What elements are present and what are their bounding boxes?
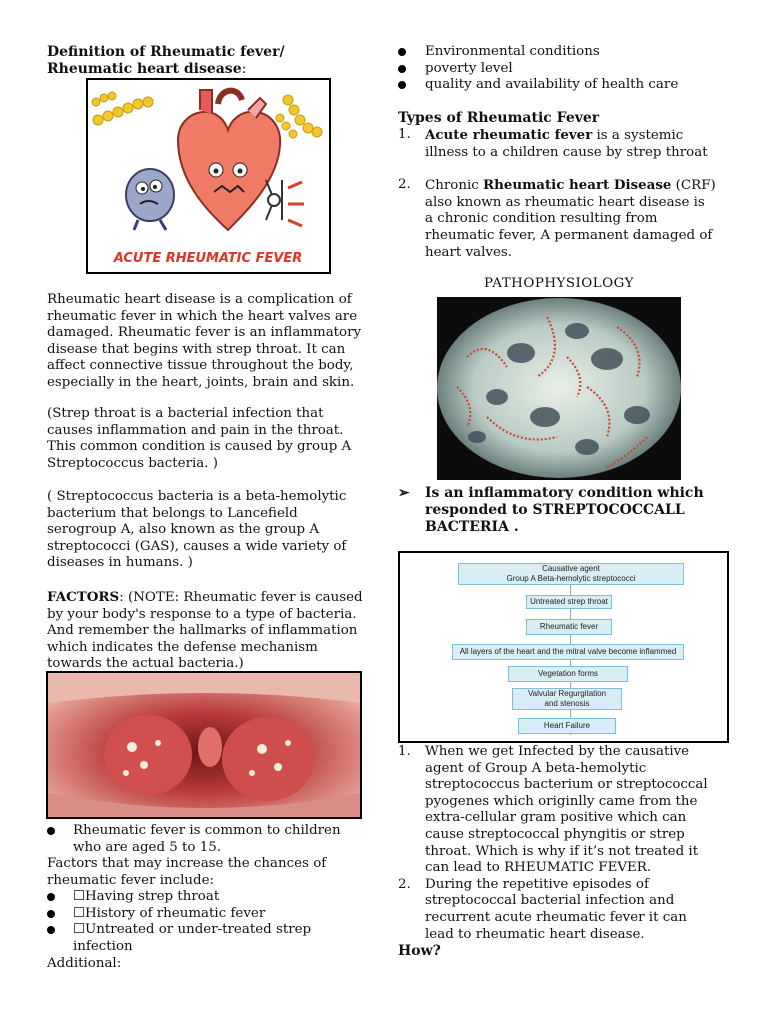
type1-bold: Acute rheumatic fever [425,127,593,143]
top-bullet-text: poverty level [425,60,513,76]
type1-rest: is a systemic illness to a children cause by strep throat [425,128,708,160]
heart-cartoon-graphic [88,80,329,272]
top-bullet-item [398,61,718,78]
definition-colon: : [241,61,247,77]
bullet-dot [398,81,406,89]
paragraph-streptococcus: ( Streptococcus bacteria is a beta-hemolytic bacterium that belongs to Lancefield serogroup A, also known as the group A streptococci (GAS), causes a wide variety of diseases in humans. ) [47,489,347,571]
factor-item [47,889,365,906]
top-bullet-item [398,44,718,61]
type-number: 2. [398,177,411,193]
arrow-statement [398,485,718,536]
how-question: How? [398,943,441,959]
factors-intro: Factors that may increase the chances of rheumatic fever include: [47,856,327,888]
flow-box-causative-agent: Causative agent Group A Beta-hemolytic streptococci [458,563,684,585]
microscope-graphic [437,297,681,480]
type2-bold: Rheumatic heart Disease [483,177,672,194]
paragraph-definition: Rheumatic heart disease is a complication of rheumatic fever in which the heart valves are damaged. Rheumatic fever is an inflammatory disease that begins with strep throat. It can affect connective tissue throughout the body, especially in the heart, joints, brain and skin. [47,292,362,390]
top-bullet-list [398,44,718,94]
step-number: 1. [398,744,411,759]
flow-box-untreated-strep: Untreated strep throat [526,595,612,609]
mechanism-step [398,877,718,943]
definition-heading [47,44,367,78]
paragraph-strep-throat: (Strep throat is a bacterial infection that causes inflammation and pain in the throat. This common condition is caused by group A Streptococcus bacteria. ) [47,406,352,471]
bullet-dot [47,827,55,835]
factors-paragraph [47,589,369,673]
pathophysiology-flowchart [398,551,729,743]
strep-throat-photo [46,671,362,819]
flow-box-rheumatic-fever: Rheumatic fever [526,619,612,635]
definition-heading-line1: Definition of Rheumatic fever/ [47,44,285,60]
type-number: 1. [398,127,411,142]
factor-item-text: ☐Untreated or under-treated strep infection [73,922,312,954]
factor-item [47,906,365,923]
type-item [398,177,716,261]
top-bullet-item [398,77,718,94]
pathophysiology-heading: PATHOPHYSIOLOGY [484,276,634,291]
step-number: 2. [398,876,411,892]
arrow-bullet-icon: ➢ [398,485,410,501]
bullet-common-age [47,823,365,856]
flow-box-vegetation: Vegetation forms [508,666,628,682]
top-bullet-text: Environmental conditions [425,44,600,59]
additional-label: Additional: [47,956,122,971]
type-item [398,127,716,161]
arrow-statement-text: Is an inflammatory condition which responded to STREPTOCOCCALL BACTERIA . [425,485,704,535]
flow-box-heart-failure: Heart Failure [518,718,616,734]
bullet-dot [398,48,406,56]
bullet-dot [47,893,55,901]
bullet-common-text: Rheumatic fever is common to children who are aged 5 to 15. [73,823,341,855]
acute-rheumatic-fever-illustration [86,78,331,274]
hero-caption: ACUTE RHEUMATIC FEVER [113,251,303,266]
streptococcus-microscope-image [437,297,681,480]
step-text: When we get Infected by the causative agent of Group A beta-hemolytic streptococcus bacterium or streptococcal pyogenes which originlly came from the extra-cellular gram positive which can cause streptococcal phyngitis or strep throat. Which is why if it’s not treated it can lead to RHEUMATIC FEVER. [425,744,708,876]
throat-image-graphic [48,673,360,817]
type2-pre: Chronic [425,178,483,194]
step-text: During the repetitive episodes of streptococcal bacterial infection and recurrent acute rheumatic fever it can lead to rheumatic heart disease. [425,876,687,942]
top-bullet-text: quality and availability of health care [425,77,679,93]
factor-list [47,889,365,955]
definition-heading-line2: Rheumatic heart disease [47,61,242,77]
factor-item-text: ☐History of rheumatic fever [73,905,266,921]
factors-note: : (NOTE: Rheumatic fever is caused by your body's response to a type of bacteria. And remember the hallmarks of inflammation which indicates the defense mechanism towards the actual bacteria.) [47,590,363,672]
bullet-dot [47,910,55,918]
types-heading: Types of Rheumatic Fever [398,110,600,126]
flow-box-heart-inflamed: All layers of the heart and the mitral valve become inflammed [452,644,684,660]
bullet-dot [47,926,55,934]
factor-item-text: ☐Having strep throat [73,889,220,904]
flow-box-regurgitation: Valvular Regurgitation and stenosis [512,688,622,710]
types-list [398,127,716,261]
factor-item [47,922,365,955]
mechanism-step [398,744,718,877]
type2-rest: (CRF) also known as rheumatic heart disease is a chronic condition resulting from rheumatic fever, A permanent damaged of heart valves. [425,178,716,260]
bullet-dot [398,65,406,73]
mechanism-steps [398,744,718,943]
factors-label: FACTORS [47,589,120,605]
